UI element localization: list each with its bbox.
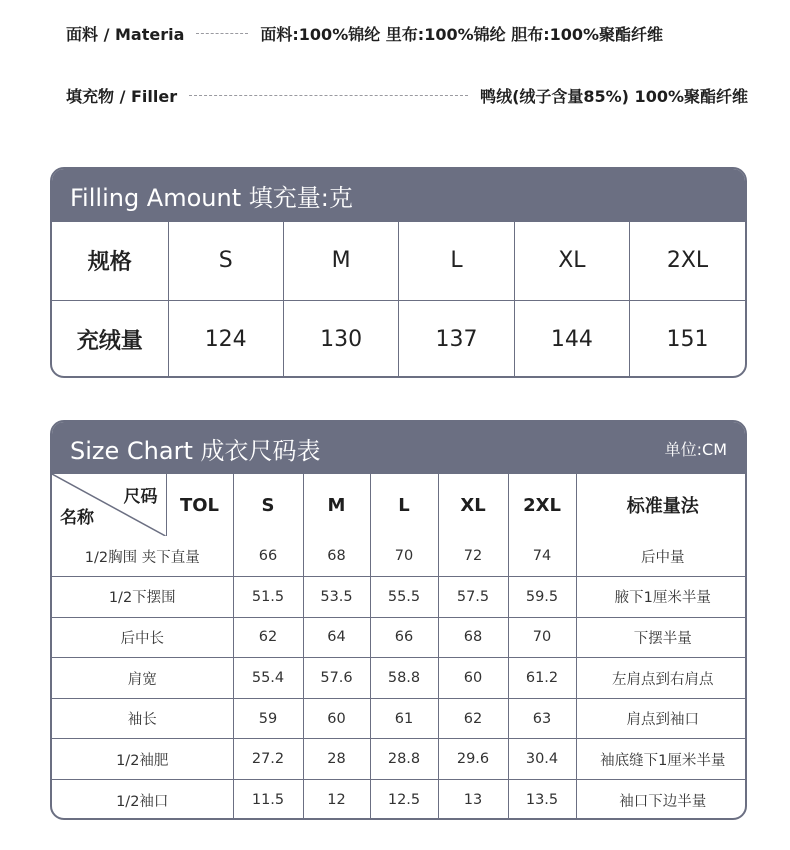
material-value: 面料:100%锦纶 里布:100%锦纶 胆布:100%聚酯纤维	[260, 25, 664, 44]
measurement-value: 13	[438, 780, 508, 820]
corner-name-label: 名称	[60, 508, 94, 528]
filling-row-label: 充绒量	[52, 300, 168, 378]
filling-header-cell: S	[168, 222, 283, 300]
measurement-value: 70	[370, 536, 438, 577]
measurement-value: 55.5	[370, 577, 438, 618]
measurement-value: 29.6	[438, 739, 508, 780]
measurement-value: 27.2	[233, 739, 303, 780]
measurement-value: 61	[370, 698, 438, 739]
filling-value-row	[52, 300, 745, 378]
table-row	[52, 617, 747, 658]
measurement-value: 59.5	[508, 577, 576, 618]
dashed-leader	[196, 33, 248, 34]
measurement-value: 28	[303, 739, 370, 780]
measurement-method: 袖底缝下1厘米半量	[576, 739, 747, 780]
measurement-value: 13.5	[508, 780, 576, 820]
measurement-name: 1/2袖口	[52, 780, 233, 820]
measurement-value: 62	[438, 698, 508, 739]
size-chart-table	[52, 474, 747, 820]
column-header: 标准量法	[576, 474, 747, 536]
filling-value-cell: 137	[399, 300, 514, 378]
column-header: L	[370, 474, 438, 536]
measurement-value: 61.2	[508, 658, 576, 699]
measurement-value: 55.4	[233, 658, 303, 699]
measurement-value: 66	[233, 536, 303, 577]
measurement-method: 下摆半量	[576, 617, 747, 658]
measurement-value: 60	[303, 698, 370, 739]
filling-amount-header	[52, 169, 745, 222]
table-row	[52, 739, 747, 780]
measurement-name: 1/2下摆围	[52, 577, 233, 618]
filling-amount-card	[50, 167, 747, 378]
material-row	[66, 22, 748, 45]
table-row	[52, 658, 747, 699]
table-row	[52, 780, 747, 820]
column-header: XL	[438, 474, 508, 536]
size-chart-header	[52, 422, 745, 474]
measurement-value: 59	[233, 698, 303, 739]
measurement-value: 62	[233, 617, 303, 658]
measurement-method: 左肩点到右肩点	[576, 658, 747, 699]
filler-value: 鸭绒(绒子含量85%) 100%聚酯纤维	[480, 87, 748, 106]
table-row	[52, 536, 747, 577]
table-row	[52, 577, 747, 618]
filling-value-cell: 151	[630, 300, 745, 378]
measurement-method: 腋下1厘米半量	[576, 577, 747, 618]
measurement-value: 57.6	[303, 658, 370, 699]
filling-amount-title: Filling Amount 填充量:克	[70, 184, 353, 212]
column-header: S	[233, 474, 303, 536]
filling-value-cell: 144	[514, 300, 629, 378]
measurement-name: 袖长	[52, 698, 233, 739]
measurement-value: 57.5	[438, 577, 508, 618]
unit-label: 单位:CM	[664, 439, 727, 459]
measurement-value: 51.5	[233, 577, 303, 618]
measurement-method: 袖口下边半量	[576, 780, 747, 820]
measurement-value: 70	[508, 617, 576, 658]
measurement-value: 12	[303, 780, 370, 820]
measurement-method: 肩点到袖口	[576, 698, 747, 739]
table-row	[52, 698, 747, 739]
measurement-name: 1/2胸围 夹下直量	[52, 536, 233, 577]
filling-header-cell: L	[399, 222, 514, 300]
measurement-value: 68	[438, 617, 508, 658]
material-label: 面料 / Materia	[66, 25, 185, 44]
measurement-value: 30.4	[508, 739, 576, 780]
measurement-value: 12.5	[370, 780, 438, 820]
measurement-name: 肩宽	[52, 658, 233, 699]
corner-header-cell	[52, 474, 166, 536]
measurement-value: 28.8	[370, 739, 438, 780]
size-chart-card	[50, 420, 747, 820]
measurement-name: 后中长	[52, 617, 233, 658]
filling-header-row	[52, 222, 745, 300]
measurement-method: 后中量	[576, 536, 747, 577]
measurement-value: 11.5	[233, 780, 303, 820]
size-chart-title: Size Chart 成衣尺码表	[70, 436, 321, 465]
filling-value-cell: 130	[283, 300, 398, 378]
filler-row	[66, 84, 748, 107]
measurement-value: 58.8	[370, 658, 438, 699]
filling-header-cell: 2XL	[630, 222, 745, 300]
measurement-value: 74	[508, 536, 576, 577]
size-header-row	[52, 474, 747, 536]
measurement-value: 66	[370, 617, 438, 658]
column-header: M	[303, 474, 370, 536]
corner-size-label: 尺码	[123, 487, 158, 507]
filling-header-cell: 规格	[52, 222, 168, 300]
filling-amount-table	[52, 222, 745, 378]
filling-value-cell: 124	[168, 300, 283, 378]
column-header: 2XL	[508, 474, 576, 536]
measurement-value: 64	[303, 617, 370, 658]
measurement-value: 68	[303, 536, 370, 577]
filler-label: 填充物 / Filler	[66, 87, 178, 106]
column-header: TOL	[166, 474, 233, 536]
filling-header-cell: M	[283, 222, 398, 300]
measurement-value: 72	[438, 536, 508, 577]
measurement-value: 63	[508, 698, 576, 739]
size-chart-body	[52, 536, 747, 820]
measurement-name: 1/2袖肥	[52, 739, 233, 780]
filling-header-cell: XL	[514, 222, 629, 300]
measurement-value: 53.5	[303, 577, 370, 618]
dashed-leader	[189, 95, 468, 96]
measurement-value: 60	[438, 658, 508, 699]
